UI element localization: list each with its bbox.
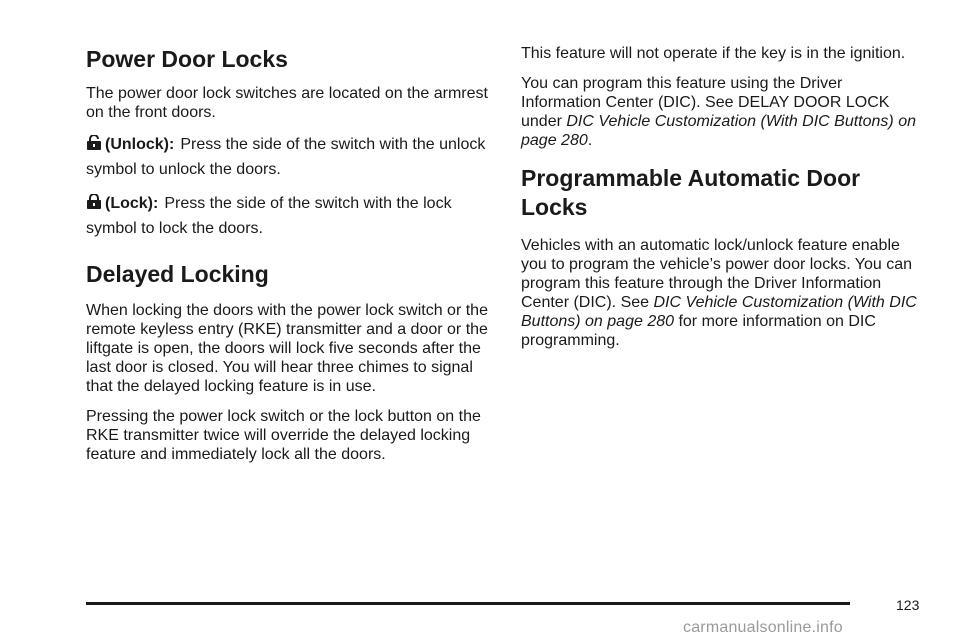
lock-term: (Lock): <box>105 195 159 212</box>
lock-paragraph <box>86 192 494 240</box>
watermark: carmanualsonline.info <box>683 619 843 636</box>
unlock-text: Press the side of the switch with the unlock symbol to unlock the doors. <box>86 136 486 178</box>
delayed-locking-heading: Delayed Locking <box>86 261 269 287</box>
lock-text: Press the side of the switch with the lock symbol to lock the doors. <box>86 195 452 237</box>
program-reference-link[interactable]: DIC Vehicle Customization (With DIC Buttons) on page 280 <box>521 113 916 149</box>
program-text: You can program this feature using the Driver Information Center (DIC). See DELAY DOOR LOCK under <box>521 75 890 130</box>
page-number: 123 <box>896 597 920 613</box>
programmable-locks-heading: Programmable Automatic Door Locks <box>521 165 861 220</box>
automatic-lock-reference-link[interactable]: DIC Vehicle Customization (With DIC Buttons) on page 280 <box>521 294 917 330</box>
automatic-lock-paragraph <box>521 236 921 350</box>
footer-rule <box>86 602 850 605</box>
ignition-paragraph: This feature will not operate if the key is in the ignition. <box>521 45 906 62</box>
unlock-paragraph <box>86 133 494 181</box>
delayed-paragraph-2: Pressing the power lock switch or the lock button on the RKE transmitter twice will override the delayed locking feature and immediately lock all the doors. <box>86 408 481 463</box>
left-column <box>86 44 494 475</box>
right-column <box>521 44 921 361</box>
unlock-icon <box>86 135 102 158</box>
automatic-lock-text-end: for more information on DIC programming. <box>521 313 876 349</box>
automatic-lock-text: Vehicles with an automatic lock/unlock feature enable you to program the vehicle’s power door locks. You can program this feature through the Driver Information Center (DIC). See <box>521 237 913 311</box>
page-title: Power Door Locks <box>86 46 288 72</box>
lock-icon <box>86 194 102 217</box>
program-text-end: . <box>587 132 593 149</box>
intro-paragraph: The power door lock switches are located on the armrest on the front doors. <box>86 85 488 121</box>
program-paragraph <box>521 74 921 150</box>
delayed-paragraph-1: When locking the doors with the power lock switch or the remote keyless entry (RKE) transmitter and a door or the liftgate is open, the doors will lock five seconds after the last door is closed. You will hear three chimes to signal that the delayed locking feature is in use. <box>86 302 488 395</box>
unlock-term: (Unlock): <box>105 136 175 153</box>
